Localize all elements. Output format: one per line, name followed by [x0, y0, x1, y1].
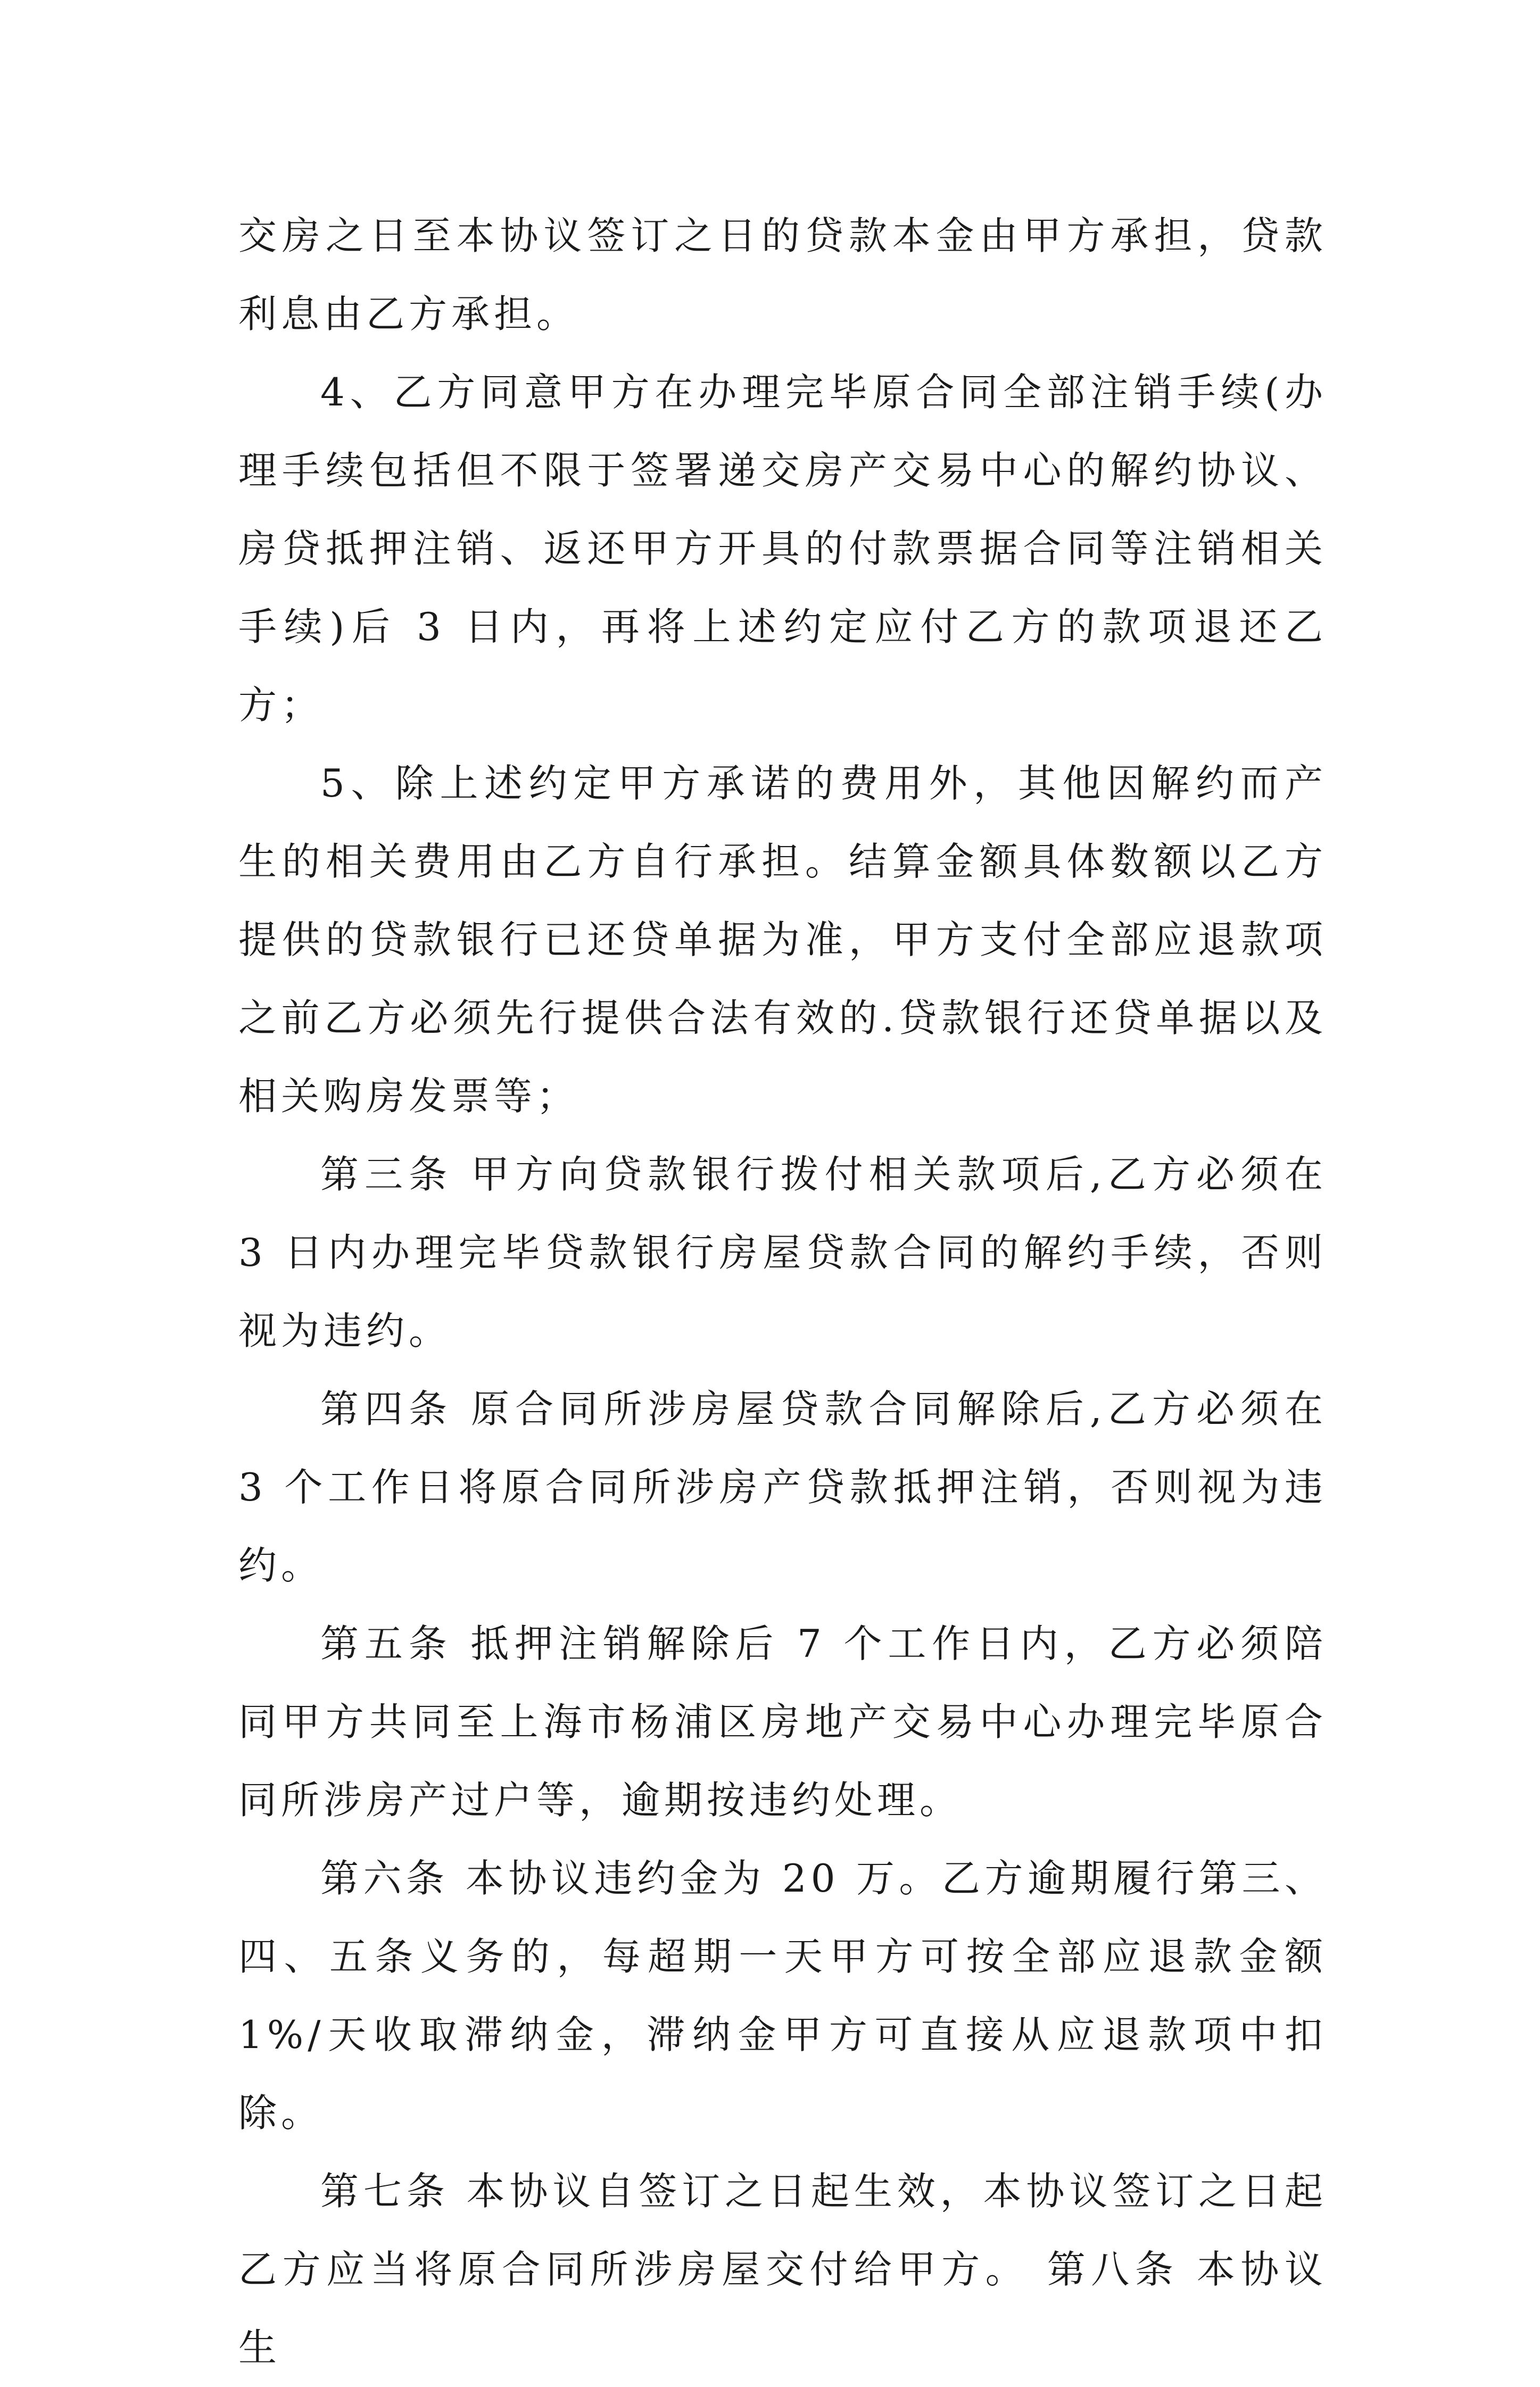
document-body: [238, 197, 1327, 2387]
paragraph-article-4: 第四条 原合同所涉房屋贷款合同解除后,乙方必须在 3 个工作日将原合同所涉房产贷款抵押注销，否则视为违约。: [238, 1387, 1327, 1588]
paragraph-article-3: 第三条 甲方向贷款银行拨付相关款项后,乙方必须在 3 日内办理完毕贷款银行房屋贷款合同的解约手续，否则视为违约。: [238, 1152, 1327, 1353]
paragraph-continuation: 交房之日至本协议签订之日的贷款本金由甲方承担，贷款利息由乙方承担。: [238, 213, 1327, 336]
paragraph-item-4: 4、乙方同意甲方在办理完毕原合同全部注销手续(办理手续包括但不限于签署递交房产交易中心的解约协议、房贷抵押注销、返还甲方开具的付款票据合同等注销相关手续)后 3 日内，再将上述约定应付乙方的款项退还乙方；: [238, 370, 1327, 727]
paragraph-item-5: 5、除上述约定甲方承诺的费用外，其他因解约而产生的相关费用由乙方自行承担。结算金额具体数额以乙方提供的贷款银行已还贷单据为准，甲方支付全部应退款项之前乙方必须先行提供合法有效的.贷款银行还贷单据以及相关购房发票等；: [238, 761, 1327, 1118]
paragraph-article-7: 第七条 本协议自签订之日起生效，本协议签订之日起乙方应当将原合同所涉房屋交付给甲方。 第八条 本协议生: [238, 2169, 1327, 2370]
paragraph-article-5: 第五条 抵押注销解除后 7 个工作日内，乙方必须陪同甲方共同至上海市杨浦区房地产交易中心办理完毕原合同所涉房产过户等，逾期按违约处理。: [238, 1621, 1327, 1822]
paragraph-article-6: 第六条 本协议违约金为 20 万。乙方逾期履行第三、四、五条义务的，每超期一天甲方可按全部应退款金额 1%/天收取滞纳金，滞纳金甲方可直接从应退款项中扣除。: [238, 1856, 1327, 2135]
